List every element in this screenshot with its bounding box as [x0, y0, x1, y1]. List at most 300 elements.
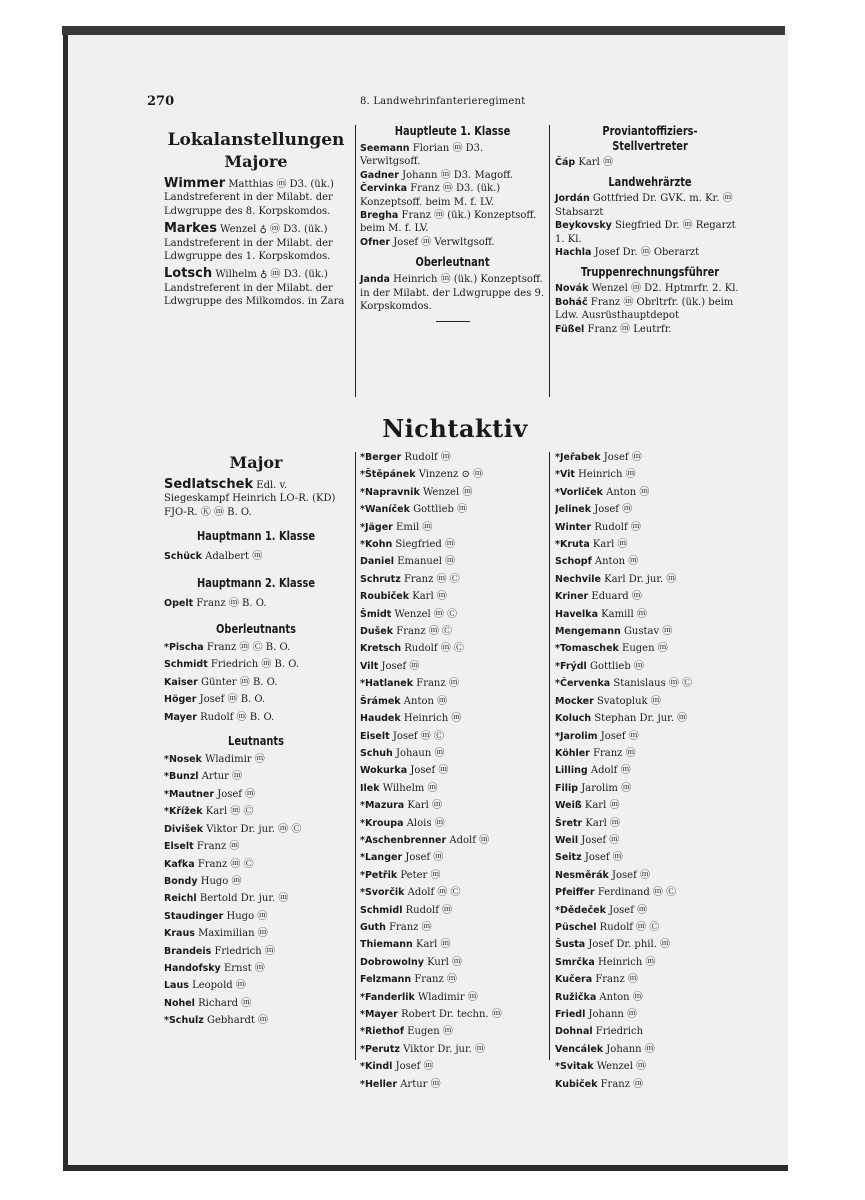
entry-name: Höger — [164, 694, 197, 706]
list-item — [164, 770, 348, 783]
entry-name: *Kruta — [555, 539, 590, 551]
entry-name: Šmidt — [360, 608, 392, 620]
entry-details: Wenzel ⓜ D2. Hptmrfr. 2. Kl. — [591, 283, 739, 295]
list-item — [360, 468, 545, 481]
list-item — [555, 219, 745, 246]
list-item — [555, 660, 745, 673]
entry-text: (ük.) Landstreferent in der Milabt. der Ldwgruppe des 1. Korpskomdos. — [164, 224, 333, 263]
list-item — [360, 1025, 545, 1038]
list-item — [555, 712, 745, 725]
entry-name: *Jäger — [360, 521, 393, 533]
entry-details: Franz ⓜ (ük.) Konzeptsoff. beim M. f. LV. — [360, 210, 537, 235]
entry-details: Rudolf ⓜ — [594, 521, 641, 533]
list-item — [555, 695, 745, 708]
entry-name: *Fanderlik — [360, 991, 415, 1003]
list-item — [360, 660, 545, 673]
list-item — [164, 693, 348, 706]
entry-details: Johann ⓜ — [588, 1009, 638, 1020]
list-item — [360, 730, 545, 743]
entry-name: *Schulz — [164, 1015, 204, 1027]
entry-details: Josef Dr. phil. ⓜ — [588, 939, 671, 951]
list-item — [360, 608, 545, 621]
entry-name: Ofner — [360, 236, 391, 248]
entry-name: Smrčka — [555, 956, 595, 968]
list-item — [360, 1060, 545, 1073]
entry-details: Josef ⓜ — [581, 834, 620, 846]
list-item — [555, 747, 745, 760]
entry-name: Schrutz — [360, 573, 401, 585]
list-item — [555, 192, 745, 219]
entry-details: Rudolf ⓜ B. O. — [200, 711, 275, 723]
entry-name: Janda — [360, 274, 390, 286]
entry-name: Schopf — [555, 556, 592, 568]
list-item — [164, 892, 348, 905]
entry-name: Filip — [555, 782, 579, 794]
list-item — [360, 886, 545, 899]
entry-name: Seemann — [360, 143, 410, 154]
list-item — [555, 851, 745, 864]
entry-details: Adolf ⓜ — [590, 765, 631, 777]
entry-name: Mayer — [164, 711, 197, 723]
entry-name: Kubiček — [555, 1078, 598, 1090]
list-item — [360, 1043, 545, 1056]
list-item — [164, 788, 348, 801]
entry-details: Viktor Dr. jur. ⓜ Ⓒ — [206, 823, 302, 835]
entry-text: (ük.) Landstreferent in der Milabt. der Ldwgruppe des Milkomdos. in Zara — [164, 269, 345, 308]
entry-details: Emanuel ⓜ — [397, 556, 456, 568]
entry-details: Siegfried Dr. ⓜ Regarzt 1. Kl. — [555, 220, 736, 245]
list-item — [164, 875, 348, 888]
list-item — [360, 590, 545, 603]
entry-name: Hachla — [555, 247, 592, 259]
entry-details: Heinrich ⓜ (ük.) Konzeptsoff. in der Milabt. der Ldwgruppe des 9. Korpskomdos. — [360, 274, 545, 313]
entry-name: Thiemann — [360, 939, 413, 951]
entry-name: Wimmer — [164, 176, 226, 191]
entry-details: Ferdinand ⓜ Ⓒ — [597, 887, 677, 899]
list-item — [360, 799, 545, 812]
entry-details: Johaun ⓜ — [395, 747, 445, 759]
entry-name: Roubiček — [360, 591, 410, 603]
entry-details: Franz ⓜ Obrltrfr. (ük.) beim Ldw. Ausrüsthauptdepot — [555, 296, 734, 322]
list-item — [555, 973, 745, 986]
list-item — [360, 236, 545, 249]
list-item — [555, 677, 745, 690]
list-item — [555, 991, 745, 1004]
entry-name: Červinka — [360, 183, 408, 195]
entry-details: Kurl ⓜ — [427, 956, 462, 968]
list-item — [555, 834, 745, 847]
entry-name: Wokurka — [360, 765, 408, 777]
entry-details: Florian ⓜ D3. Verwltgsoff. — [360, 143, 484, 168]
entry-details: Heinrich ⓜ — [578, 469, 636, 481]
entry-details: Franz ⓜ — [389, 921, 432, 933]
heading-oberleutnant: Oberleutnant — [415, 255, 490, 270]
entry-details: Jarolim ⓜ — [581, 782, 632, 794]
entry-details: Franz ⓜ — [593, 747, 636, 759]
list-item — [555, 486, 745, 499]
scan-edge — [62, 26, 785, 35]
heading-oberleutnants: Oberleutnants — [216, 622, 296, 637]
entry-details: Gottlieb ⓜ — [589, 660, 644, 672]
list-item — [555, 921, 745, 934]
entry-name: *Petřik — [360, 869, 398, 881]
list-item — [360, 904, 545, 917]
list-item — [555, 938, 745, 951]
heading-majore: Majore — [224, 152, 288, 171]
entry-details: Josef ⓜ Ⓒ — [392, 730, 444, 742]
list-item — [555, 1078, 745, 1091]
entry-details: Robert Dr. techn. ⓜ — [401, 1009, 502, 1020]
entry-name: *Hatlanek — [360, 678, 414, 690]
list-item — [555, 642, 745, 655]
entry-name: *Kroupa — [360, 817, 404, 829]
entry-name: Havelka — [555, 608, 598, 620]
entry-name: *Jeřabek — [555, 452, 601, 463]
list-item — [360, 817, 545, 830]
top-col-1 — [164, 130, 348, 313]
list-item — [555, 246, 745, 259]
entry-name: Köhler — [555, 747, 590, 759]
list-item — [360, 451, 545, 464]
list-item — [164, 823, 348, 836]
entry-details: Artur ⓜ — [201, 771, 243, 783]
entry-details: Bertold Dr. jur. ⓜ — [199, 893, 289, 905]
list-item — [555, 886, 745, 899]
list-item — [555, 817, 745, 830]
column-divider — [549, 125, 550, 397]
list-item — [360, 273, 545, 313]
entry-name: Haudek — [360, 713, 401, 725]
list-item — [555, 904, 745, 917]
separator — [436, 321, 470, 322]
entry-name: *Tomaschek — [555, 643, 619, 655]
entry-name: *Nosek — [164, 754, 202, 766]
list-item — [360, 921, 545, 934]
entry-details: Franz ⓜ — [595, 974, 638, 986]
entry-details: Ernst ⓜ — [223, 962, 265, 974]
list-item — [164, 858, 348, 871]
entry-name: Sedlatschek — [164, 477, 254, 492]
list-item — [555, 625, 745, 638]
entry-details: Josef ⓜ — [405, 852, 444, 864]
entry-details: Franz ⓜ B. O. — [196, 597, 267, 609]
list-item — [555, 1060, 745, 1073]
list-item — [360, 642, 545, 655]
list-item — [360, 1078, 545, 1091]
list-item — [555, 1025, 745, 1038]
list-item — [555, 156, 745, 169]
entry-details: Wenzel ⓜ Ⓒ — [394, 608, 458, 620]
entry-name: *Vit — [555, 469, 575, 481]
entry-name: Boháč — [555, 296, 588, 308]
list-item — [555, 573, 745, 586]
column-divider — [355, 125, 356, 397]
entry-name: Divišek — [164, 823, 204, 835]
entry-name: Opelt — [164, 597, 194, 609]
entry-name: Šusta — [555, 939, 586, 951]
entry-details: Anton ⓜ — [599, 991, 643, 1003]
list-item — [555, 782, 745, 795]
entry-name: Kraus — [164, 928, 195, 940]
list-item — [164, 945, 348, 958]
entry-details: Rudolf ⓜ Ⓒ — [599, 921, 660, 933]
entry-name: Schmidt — [164, 659, 208, 671]
entry-name: *Kohn — [360, 539, 393, 551]
entry-name: Markes — [164, 221, 217, 237]
entry-details: Maximilian ⓜ — [198, 928, 268, 940]
entry-details: Franz ⓜ Ⓒ — [396, 626, 453, 638]
entry-name: *Kindl — [360, 1061, 393, 1073]
running-title: 8. Landwehrinfanterieregiment — [360, 96, 526, 107]
list-item — [360, 573, 545, 586]
entry-name: Bondy — [164, 875, 198, 887]
entry-details: Johann ⓜ — [606, 1043, 655, 1055]
heading-hauptmann-2: Hauptmann 2. Klasse — [196, 575, 316, 590]
entry-details: Adalbert ⓜ — [205, 551, 263, 563]
entry-name: Koluch — [555, 713, 592, 725]
entry-name: *Křížek — [164, 806, 203, 818]
entry-name: *Bunzl — [164, 771, 199, 783]
entry-details: Wilhelm ♁ ⓜ D3. — [215, 269, 302, 281]
list-item — [360, 555, 545, 568]
list-item — [555, 282, 745, 295]
entry-details: Wladimir ⓜ — [418, 991, 478, 1003]
list-item — [164, 658, 348, 671]
entry-details: Anton ⓜ — [594, 556, 639, 568]
list-item — [164, 997, 348, 1010]
entry-name: Winter — [555, 521, 592, 533]
entry-name: Dobrowolny — [360, 956, 424, 968]
entry-name: Dušek — [360, 626, 394, 638]
entry-details: Adolf ⓜ Ⓒ — [407, 887, 461, 899]
entry-details: Josef ⓜ Verwltgsoff. — [393, 236, 495, 248]
entry-name: Kretsch — [360, 643, 402, 655]
bottom-col-1 — [164, 452, 348, 1032]
entry-name: Friedl — [555, 1009, 586, 1020]
list-item — [164, 962, 348, 975]
entry-name: Nohel — [164, 997, 195, 1009]
entry-name: Reichl — [164, 893, 197, 905]
entry-details: Heinrich ⓜ — [403, 713, 462, 725]
list-item — [360, 677, 545, 690]
entry-details: Karl ⓜ — [592, 539, 628, 551]
list-item — [555, 468, 745, 481]
list-item — [555, 590, 745, 603]
list-item — [360, 764, 545, 777]
entry-name: *Dědeček — [555, 904, 606, 916]
entry-details: Josef ⓜ — [609, 904, 648, 916]
entry-details: Franz ⓜ Ⓒ — [403, 573, 460, 585]
entry-name: Kaiser — [164, 676, 198, 688]
entry-details: Wenzel ⓜ — [422, 486, 473, 498]
entry-details: Gustav ⓜ — [623, 626, 673, 638]
entry-details: Friedrich — [595, 1026, 644, 1038]
entry-name: Nesměrák — [555, 869, 609, 881]
list-item — [555, 323, 745, 336]
entry-details: Richard ⓜ — [198, 997, 252, 1009]
entry-details: Karl ⓜ — [407, 800, 443, 812]
entry-name: Beykovsky — [555, 220, 612, 232]
list-item — [164, 927, 348, 940]
entry-name: Guth — [360, 921, 386, 933]
list-item — [360, 869, 545, 882]
entry-details: Anton ⓜ — [403, 695, 448, 707]
entry-details: Franz ⓜ Ⓒ — [197, 858, 254, 870]
list-item — [164, 840, 348, 853]
entry-name: Füßel — [555, 323, 585, 335]
entry-details: Hugo ⓜ — [200, 875, 242, 887]
list-item — [555, 503, 745, 516]
entry-name: Schmidl — [360, 904, 403, 916]
entry-details: Viktor Dr. jur. ⓜ — [403, 1043, 486, 1055]
entry-details: Karl ⓜ — [584, 800, 620, 812]
entry-name: Schück — [164, 551, 202, 563]
bottom-col-2 — [360, 451, 545, 1095]
entry-details: Svatopluk ⓜ — [597, 695, 661, 707]
entry-name: *Svorčik — [360, 887, 405, 899]
entry-details: Emil ⓜ — [396, 521, 433, 533]
entry-details: Josef Dr. ⓜ Oberarzt — [594, 247, 700, 259]
list-item — [164, 222, 348, 263]
entry-details: Rudolf ⓜ Ⓒ — [404, 643, 464, 655]
entry-details: Gebhardt ⓜ — [206, 1015, 269, 1027]
entry-details: Siegfried ⓜ — [395, 539, 455, 551]
entry-name: Elselt — [164, 841, 194, 853]
entry-details: Karl ⓜ — [415, 939, 451, 951]
entry-details: Josef ⓜ — [612, 869, 650, 881]
heading-proviant: Proviantoffiziers-Stellvertreter — [602, 124, 698, 153]
entry-name: Lotsch — [164, 266, 213, 282]
entry-name: *Vorliček — [555, 486, 603, 498]
entry-details: Eugen ⓜ — [622, 643, 668, 655]
entry-details: Hugo ⓜ — [226, 910, 268, 922]
list-item — [360, 747, 545, 760]
entry-name: Ružička — [555, 991, 597, 1003]
entry-name: *Heller — [360, 1078, 398, 1090]
entry-name: Šretr — [555, 817, 583, 829]
entry-details: Rudolf ⓜ — [404, 452, 451, 463]
list-item — [164, 711, 348, 724]
entry-details: Josef ⓜ — [584, 852, 623, 864]
entry-details: Friedrich ⓜ B. O. — [210, 659, 300, 671]
list-item — [164, 910, 348, 923]
entry-name: *Mautner — [164, 788, 215, 800]
entry-details: Josef ⓜ — [594, 504, 633, 516]
list-item — [360, 486, 545, 499]
list-item — [164, 478, 348, 519]
entry-details: Gottfried Dr. GVK. m. Kr. ⓜ Stabsarzt — [555, 193, 733, 218]
entry-name: Eiselt — [360, 730, 390, 742]
list-item — [360, 142, 545, 169]
entry-details: Johann ⓜ D3. Magoff. — [402, 169, 514, 181]
entry-details: Peter ⓜ — [400, 869, 441, 881]
entry-name: Lilling — [555, 765, 588, 777]
entry-name: *Berger — [360, 452, 402, 463]
entry-details: Wenzel ⓜ — [596, 1061, 647, 1073]
list-item — [164, 267, 348, 308]
entry-details: Wenzel ♁ ⓜ D3. — [220, 224, 301, 236]
entry-details: Karl ⓜ — [578, 157, 613, 168]
entry-details: Franz ⓜ D3. (ük.) Konzeptsoff. beim M. f. LV. — [360, 183, 501, 208]
list-item — [360, 538, 545, 551]
entry-details: Franz ⓜ Leutrfr. — [587, 323, 672, 335]
entry-name: *Jarolim — [555, 730, 598, 742]
entry-name: Bregha — [360, 210, 399, 222]
entry-name: Vencálek — [555, 1043, 604, 1055]
entry-name: *Waníček — [360, 504, 410, 516]
entry-name: Ilek — [360, 782, 380, 794]
entry-details: Leopold ⓜ — [192, 980, 246, 992]
list-item — [360, 851, 545, 864]
entry-name: *Mayer — [360, 1009, 398, 1020]
entry-details: Eugen ⓜ — [407, 1026, 453, 1038]
entry-details: Eduard ⓜ — [591, 591, 642, 603]
list-item — [360, 834, 545, 847]
entry-name: *Svitak — [555, 1061, 594, 1073]
list-item — [360, 782, 545, 795]
entry-name: *Napravnik — [360, 486, 420, 498]
entry-name: Kafka — [164, 858, 195, 870]
entry-details: Karl ⓜ — [585, 817, 620, 829]
entry-name: Vilt — [360, 660, 379, 672]
heading-hauptleute: Hauptleute 1. Klasse — [394, 124, 511, 138]
entry-name: Mengemann — [555, 626, 621, 638]
entry-details: Artur ⓜ — [400, 1078, 441, 1090]
entry-details: Günter ⓜ B. O. — [201, 676, 278, 688]
column-divider — [549, 452, 550, 1060]
entry-name: Seitz — [555, 852, 582, 864]
list-item — [164, 597, 348, 610]
heading-leutnants: Leutnants — [228, 734, 284, 749]
entry-details: Karl ⓜ Ⓒ — [205, 806, 254, 818]
list-item — [360, 956, 545, 969]
top-col-3 — [555, 124, 745, 336]
entry-details: Stephan Dr. jur. ⓜ — [594, 713, 688, 725]
entry-name: Jelinek — [555, 504, 592, 516]
list-item — [360, 695, 545, 708]
list-item — [555, 296, 745, 323]
entry-details: Josef ⓜ — [603, 452, 642, 463]
entry-name: Daniel — [360, 556, 395, 568]
list-item — [164, 641, 348, 654]
entry-details: Gottlieb ⓜ — [413, 504, 468, 516]
heading-landwehraerzte: Landwehrärzte — [608, 175, 692, 190]
entry-details: Kamill ⓜ — [601, 608, 647, 620]
list-item — [555, 451, 745, 464]
list-item — [360, 503, 545, 516]
entry-details: Rudolf ⓜ — [405, 904, 453, 916]
entry-details: Josef ⓜ — [217, 788, 256, 800]
list-item — [360, 1008, 545, 1021]
entry-name: *Aschenbrenner — [360, 834, 447, 846]
entry-details: Matthias ⓜ D3. — [228, 179, 308, 190]
list-item — [360, 169, 545, 182]
list-item — [164, 550, 348, 563]
list-item — [555, 956, 745, 969]
heading-major: Major — [229, 453, 283, 472]
list-item — [164, 177, 348, 218]
list-item — [360, 712, 545, 725]
entry-name: Šrámek — [360, 695, 401, 707]
list-item — [164, 805, 348, 818]
list-item — [555, 1043, 745, 1056]
entry-text: (ük.) Landstreferent in der Milabt. der Ldwgruppe des 8. Korpskomdos. — [164, 179, 334, 217]
heading-truppenrechnung: Truppenrechnungsführer — [580, 265, 720, 280]
list-item — [360, 991, 545, 1004]
entry-details: Friedrich ⓜ — [214, 945, 275, 957]
entry-details: Heinrich ⓜ — [597, 956, 656, 968]
entry-details: Franz ⓜ — [196, 841, 240, 853]
